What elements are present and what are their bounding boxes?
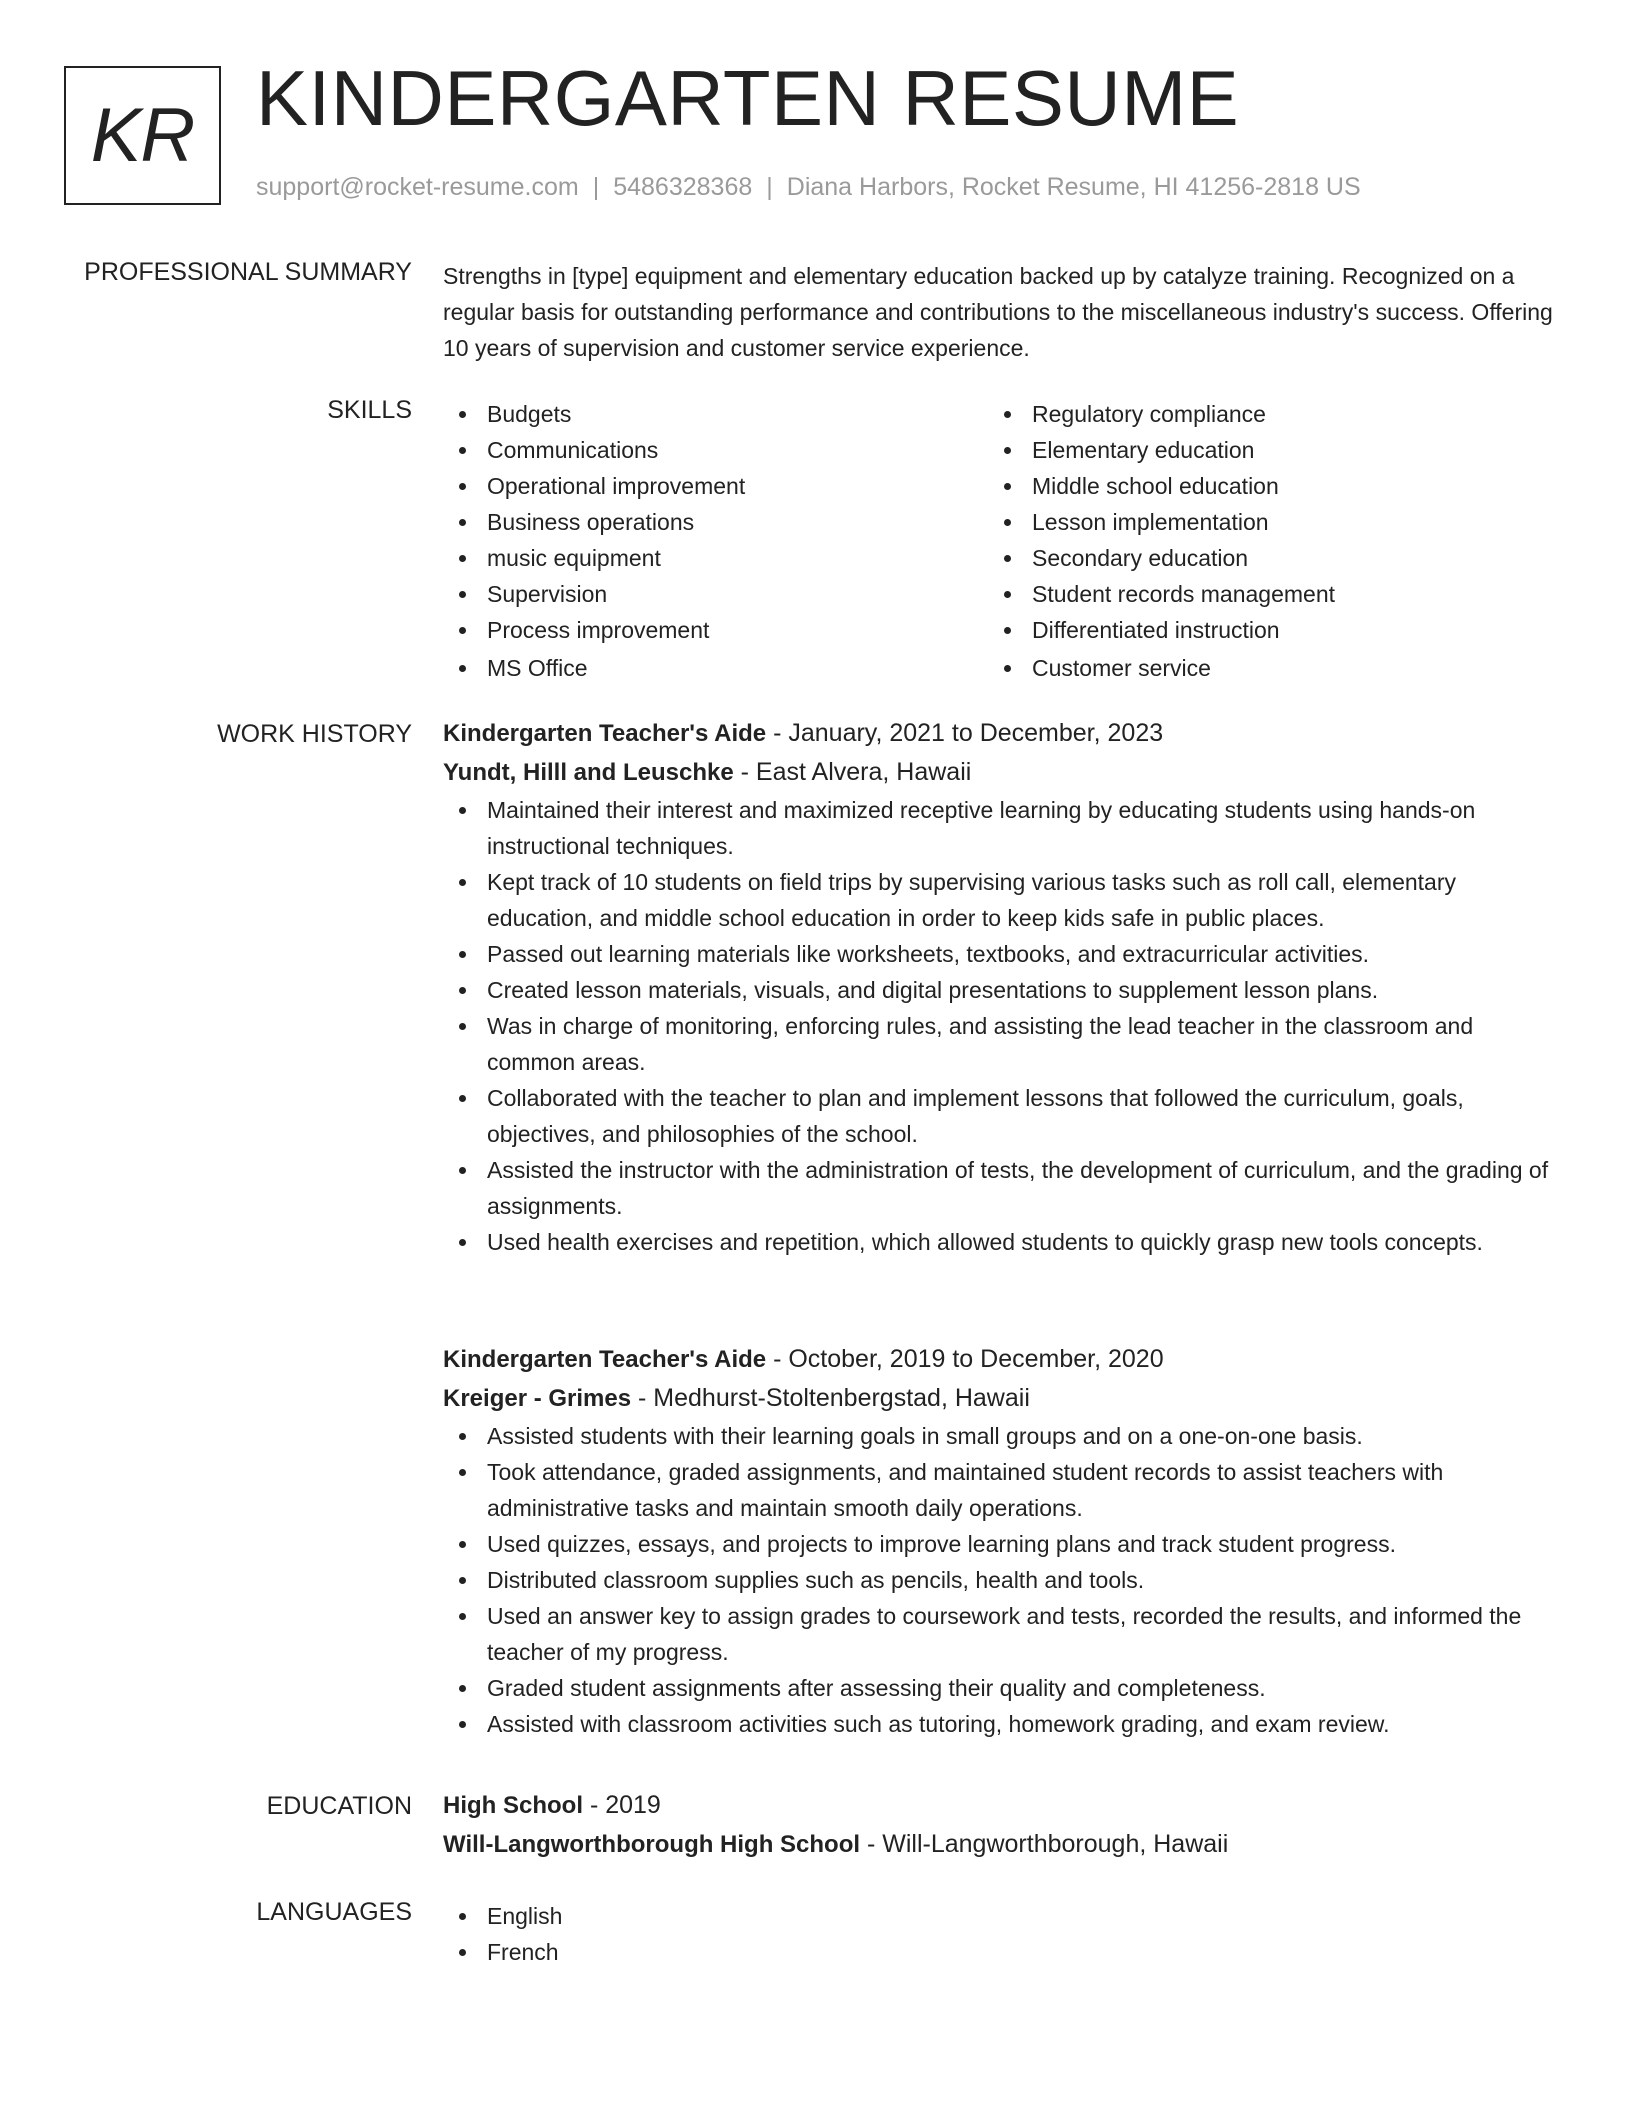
skills-heading: SKILLS <box>327 396 412 424</box>
duty-item: Graded student assignments after assessing their quality and completeness. <box>443 1670 1558 1706</box>
languages-list <box>443 1898 1558 1970</box>
duty-item: Created lesson materials, visuals, and digital presentations to supplement lesson plans. <box>443 972 1558 1008</box>
job-duties-list <box>443 1418 1558 1742</box>
contact-address: Diana Harbors, Rocket Resume, HI 41256-2818 US <box>786 173 1361 201</box>
contact-phone[interactable]: 5486328368 <box>613 173 753 201</box>
work-history-heading: WORK HISTORY <box>217 720 412 748</box>
job-title-line <box>443 1340 1558 1379</box>
job-entry <box>443 1340 1558 1742</box>
skill-item: Regulatory compliance <box>988 396 1533 432</box>
duty-item: Distributed classroom supplies such as pencils, health and tools. <box>443 1562 1558 1598</box>
skill-item: Budgets <box>443 396 988 432</box>
job-duties-list <box>443 792 1558 1260</box>
education-year: - 2019 <box>583 1791 661 1819</box>
duty-item: Assisted with classroom activities such as tutoring, homework grading, and exam review. <box>443 1706 1558 1742</box>
language-item: English <box>443 1898 1558 1934</box>
education-degree: High School <box>443 1792 583 1819</box>
job-title-line <box>443 714 1558 753</box>
job-dates: - January, 2021 to December, 2023 <box>766 719 1164 747</box>
summary-heading: PROFESSIONAL SUMMARY <box>84 258 412 286</box>
duty-item: Assisted students with their learning goals in small groups and on a one-on-one basis. <box>443 1418 1558 1454</box>
skill-item: music equipment <box>443 540 988 576</box>
duty-item: Maintained their interest and maximized receptive learning by educating students using hands-on instructional techniques. <box>443 792 1558 864</box>
contact-separator: | <box>766 173 773 201</box>
job-dates: - October, 2019 to December, 2020 <box>766 1345 1164 1373</box>
skill-item: Process improvement <box>443 612 988 648</box>
skill-item: Operational improvement <box>443 468 988 504</box>
duty-item: Used an answer key to assign grades to coursework and tests, recorded the results, and informed the teacher of my progress. <box>443 1598 1558 1670</box>
skill-item: Differentiated instruction <box>988 612 1533 648</box>
job-title: Kindergarten Teacher's Aide <box>443 1346 767 1373</box>
duty-item: Took attendance, graded assignments, and maintained student records to assist teachers with administrative tasks and maintain smooth daily operations. <box>443 1454 1558 1526</box>
job-entry <box>443 714 1558 1260</box>
contact-separator: | <box>592 173 600 201</box>
skill-item: Business operations <box>443 504 988 540</box>
languages-heading: LANGUAGES <box>256 1898 412 1926</box>
contact-email[interactable]: support@rocket-resume.com <box>256 173 579 201</box>
duty-item: Collaborated with the teacher to plan and implement lessons that followed the curriculum, goals, objectives, and philosophies of the school. <box>443 1080 1558 1152</box>
job-company: Yundt, Hilll and Leuschke <box>443 759 734 786</box>
resume-title: KINDERGARTEN RESUME <box>256 54 1240 142</box>
education-school-line <box>443 1825 1558 1864</box>
job-location: - East Alvera, Hawaii <box>733 758 972 786</box>
duty-item: Assisted the instructor with the administration of tests, the development of curriculum, and the grading of assignments. <box>443 1152 1558 1224</box>
skill-item: MS Office <box>443 650 988 686</box>
job-location: - Medhurst-Stoltenbergstad, Hawaii <box>631 1384 1030 1412</box>
contact-line <box>256 173 1361 202</box>
skill-item: Communications <box>443 432 988 468</box>
skill-item: Student records management <box>988 576 1533 612</box>
job-title: Kindergarten Teacher's Aide <box>443 720 767 747</box>
monogram-logo: KR <box>64 66 221 205</box>
duty-item: Used health exercises and repetition, which allowed students to quickly grasp new tools concepts. <box>443 1224 1558 1260</box>
skills-list-left <box>443 396 988 686</box>
skill-item: Customer service <box>988 650 1533 686</box>
skill-item: Supervision <box>443 576 988 612</box>
duty-item: Kept track of 10 students on field trips by supervising various tasks such as roll call, elementary education, and middle school education in order to keep kids safe in public places. <box>443 864 1558 936</box>
skill-item: Elementary education <box>988 432 1533 468</box>
job-company-line <box>443 753 1558 792</box>
education-school: Will-Langworthborough High School <box>443 1831 861 1858</box>
language-item: French <box>443 1934 1558 1970</box>
education-location: - Will-Langworthborough, Hawaii <box>860 1830 1229 1858</box>
duty-item: Passed out learning materials like worksheets, textbooks, and extracurricular activities. <box>443 936 1558 972</box>
duty-item: Used quizzes, essays, and projects to improve learning plans and track student progress. <box>443 1526 1558 1562</box>
education-degree-line <box>443 1786 1558 1825</box>
skill-item: Middle school education <box>988 468 1533 504</box>
duty-item: Was in charge of monitoring, enforcing rules, and assisting the lead teacher in the classroom and common areas. <box>443 1008 1558 1080</box>
job-company: Kreiger - Grimes <box>443 1385 632 1412</box>
job-company-line <box>443 1379 1558 1418</box>
skill-item: Secondary education <box>988 540 1533 576</box>
summary-text: Strengths in [type] equipment and elementary education backed up by catalyze training. Recognized on a regular basis for outstanding performance and contributions to the miscellaneous industry's success. Offering 10 years of supervision and customer service experience. <box>443 263 1553 361</box>
education-heading: EDUCATION <box>266 1792 412 1820</box>
skills-list-right <box>988 396 1533 686</box>
skill-item: Lesson implementation <box>988 504 1533 540</box>
